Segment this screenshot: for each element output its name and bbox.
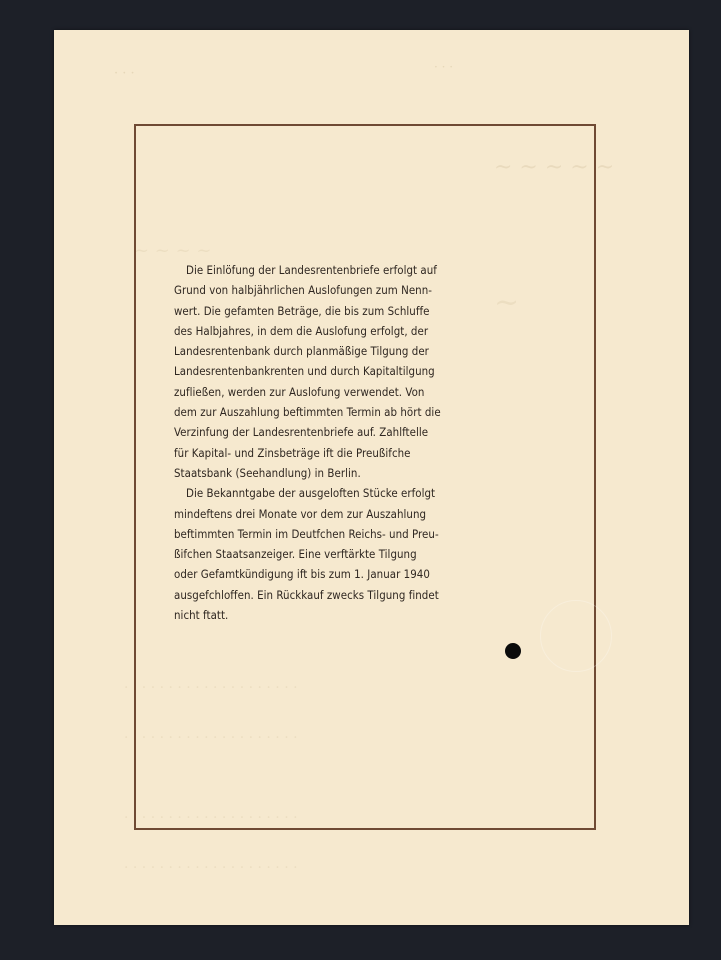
conditions-text <box>174 260 504 625</box>
text-line: mindeftens drei Monate vor dem zur Auszahlung <box>174 506 427 521</box>
embossed-seal <box>540 600 612 672</box>
text-line: Staatsbank (Seehandlung) in Berlin. <box>174 465 361 480</box>
text-line: dem zur Auszahlung beftimmten Termin ab hört die <box>174 405 441 420</box>
text-line: beftimmten Termin im Deutfchen Reichs- und Preu- <box>174 526 439 541</box>
paragraph-redemption <box>174 260 504 483</box>
text-line: des Halbjahres, in dem die Auslofung erfolgt, der <box>174 323 429 338</box>
text-line: Landesrentenbankrenten und durch Kapitaltilgung <box>174 364 435 379</box>
text-line: Verzinfung der Landesrentenbriefe auf. Zahlftelle <box>174 425 429 440</box>
text-line: nicht ftatt. <box>174 608 229 623</box>
punch-hole <box>505 643 521 659</box>
text-line: wert. Die gefamten Beträge, die bis zum Schluffe <box>174 303 430 318</box>
text-line: Die Einlöfung der Landesrentenbriefe erfolgt auf <box>186 263 437 277</box>
text-line: ausgefchloffen. Ein Rückkauf zwecks Tilgung findet <box>174 587 439 602</box>
text-line: Landesrentenbank durch planmäßige Tilgung der <box>174 344 429 359</box>
text-line: oder Gefamtkündigung ift bis zum 1. Januar 1940 <box>174 567 430 582</box>
paragraph-announcement <box>174 483 504 625</box>
text-line: für Kapital- und Zinsbeträge ift die Preußifche <box>174 445 411 460</box>
text-line: zufließen, werden zur Auslofung verwendet. Von <box>174 384 425 399</box>
show-through-printing: · · · · · · ~ ~ ~ ~ ~ ~ ~ ~ ~ ~ · · · · · · · · · · · · · · · · · · · · · · · · · · · · · · · · · · · · · · · · · · · · · · · · · · · · · · · · · · · · · · · · · · · · · · · · · · · · · · · · <box>114 60 615 876</box>
text-line: Grund von halbjährlichen Auslofungen zum Nenn- <box>174 283 433 298</box>
text-line: ßifchen Staatsanzeiger. Eine verftärkte Tilgung <box>174 547 417 562</box>
text-line: Die Bekanntgabe der ausgeloften Stücke erfolgt <box>186 486 436 501</box>
